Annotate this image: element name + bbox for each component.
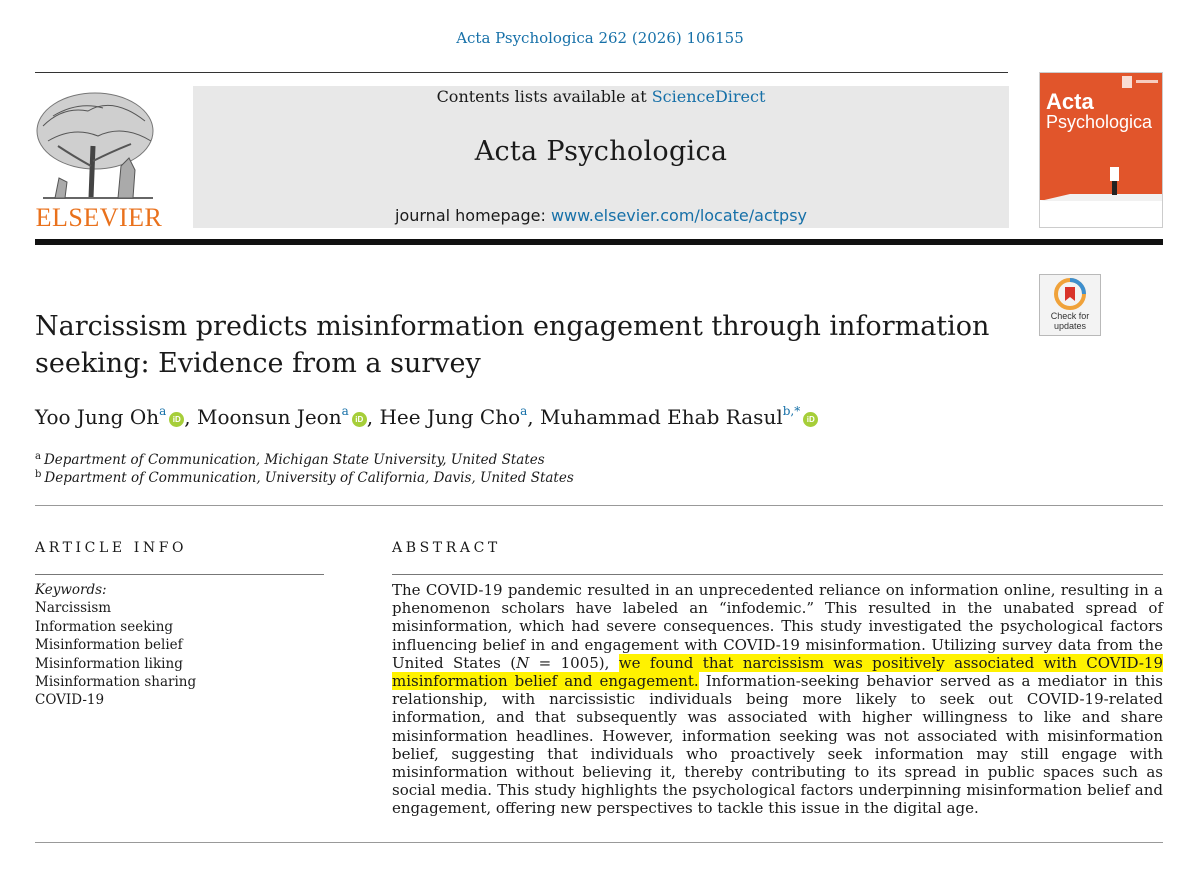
article-info-heading: ARTICLE INFO bbox=[35, 540, 188, 556]
keyword-item: Misinformation liking bbox=[35, 655, 183, 672]
cover-title-line2: Psychologica bbox=[1046, 112, 1153, 132]
affiliation-key: b bbox=[35, 469, 42, 480]
article-title-line1: Narcissism predicts misinformation engagement through information bbox=[35, 311, 990, 342]
author-name[interactable]: Muhammad Ehab Rasul bbox=[540, 405, 783, 429]
affiliation-text: Department of Communication, Michigan State University, United States bbox=[43, 452, 545, 468]
abstract-heading: ABSTRACT bbox=[392, 540, 501, 556]
check-for-updates-icon bbox=[1054, 278, 1086, 310]
sample-size-value: = 1005), bbox=[529, 653, 610, 672]
keyword-item: COVID-19 bbox=[35, 692, 105, 709]
cover-illustration-icon bbox=[1040, 161, 1163, 227]
homepage-link[interactable]: www.elsevier.com/locate/actpsy bbox=[550, 206, 807, 225]
affiliation-key: a bbox=[35, 451, 41, 462]
article-title-line2: seeking: Evidence from a survey bbox=[35, 348, 481, 379]
keyword-item: Information seeking bbox=[35, 618, 174, 635]
abstract-text-part1: The COVID-19 pandemic resulted in an unprecedented reliance on information online, resulting in a phenomenon scholars have labeled an “infodemic.” This resulted in the unabated spread of misinformation, which had severe consequences. This study investigated the psychological factors influencing belief in and engagement with COVID-19 misinformation. Utilizing survey data from the United States ( bbox=[392, 581, 1163, 672]
orcid-icon[interactable]: iD bbox=[169, 412, 184, 427]
author-affil-ref[interactable]: a bbox=[520, 404, 528, 418]
author-name[interactable]: Hee Jung Cho bbox=[379, 405, 521, 429]
journal-citation[interactable]: Acta Psychologica 262 (2026) 106155 bbox=[456, 29, 744, 47]
author-name[interactable]: Yoo Jung Oh bbox=[35, 405, 160, 429]
affiliation-a bbox=[35, 451, 545, 468]
abstract-text-part2: Information-seeking behavior served as a mediator in this relationship, with narcissistic individuals being more likely to seek out COVID-19-related information, and that subsequently was associated with higher willingness to like and share misinformation headlines. However, information seeking was not associated with misinformation belief, suggesting that individuals who proactively seek information may still engage with misinformation without believing it, thereby contributing to its spread in public spaces such as social media. This study highlights the psychological factors underpinning misinformation belief and engagement, offering new perspectives to tackle this issue in the digital age. bbox=[392, 672, 1164, 818]
affiliation-text: Department of Communication, University of California, Davis, United States bbox=[44, 470, 574, 486]
section-rule bbox=[35, 505, 1163, 506]
article-info-rule bbox=[35, 574, 324, 575]
header-rule bbox=[35, 72, 1008, 73]
affiliation-b bbox=[35, 469, 574, 486]
article-title bbox=[35, 308, 995, 382]
journal-title: Acta Psychologica bbox=[474, 136, 728, 167]
cover-logo-icon bbox=[1122, 76, 1160, 90]
keywords-label: Keywords: bbox=[35, 582, 107, 598]
keyword-item: Narcissism bbox=[35, 600, 112, 617]
author-affil-ref[interactable]: b,* bbox=[782, 404, 801, 418]
author-name[interactable]: Moonsun Jeon bbox=[197, 405, 342, 429]
footer-rule bbox=[35, 842, 1163, 843]
check-for-updates-badge[interactable] bbox=[1039, 274, 1101, 336]
orcid-icon[interactable]: iD bbox=[352, 412, 367, 427]
sciencedirect-link[interactable]: ScienceDirect bbox=[651, 87, 766, 106]
sample-size-symbol: N bbox=[516, 653, 530, 672]
homepage-prefix: journal homepage: bbox=[395, 206, 546, 225]
keyword-item: Misinformation belief bbox=[35, 637, 183, 654]
check-label-line1: Check for bbox=[1050, 311, 1090, 321]
journal-masthead bbox=[193, 86, 1009, 228]
author-list: Yoo Jung Oh$^a$iD , Moonsun Jeon$^a$iD , Hee Jung Cho$^a$, Muhammad Ehab Rasul$^{b,*}$iD bbox=[35, 404, 1035, 429]
contents-prefix: Contents lists available at bbox=[436, 87, 647, 106]
homepage-line bbox=[193, 206, 1009, 225]
elsevier-wordmark: ELSEVIER bbox=[35, 203, 163, 232]
abstract-rule bbox=[392, 574, 1163, 575]
journal-cover-image-icon[interactable] bbox=[1039, 72, 1163, 228]
highlighted-finding[interactable]: we found that narcissism was positively associated with COVID-19 misinformation belief and engagement. bbox=[392, 653, 1164, 691]
contents-line bbox=[193, 87, 1009, 106]
orcid-icon[interactable]: iD bbox=[803, 412, 818, 427]
cover-title-line1: Acta bbox=[1046, 89, 1094, 114]
check-for-updates-label bbox=[1040, 311, 1100, 331]
author-affil-ref[interactable]: a bbox=[341, 404, 349, 418]
masthead-rule bbox=[35, 239, 1163, 245]
check-label-line2: updates bbox=[1053, 321, 1087, 331]
keyword-item: Misinformation sharing bbox=[35, 674, 197, 691]
abstract-body bbox=[392, 581, 1163, 818]
keywords-list bbox=[35, 581, 196, 710]
author-affil-ref[interactable]: a bbox=[159, 404, 167, 418]
